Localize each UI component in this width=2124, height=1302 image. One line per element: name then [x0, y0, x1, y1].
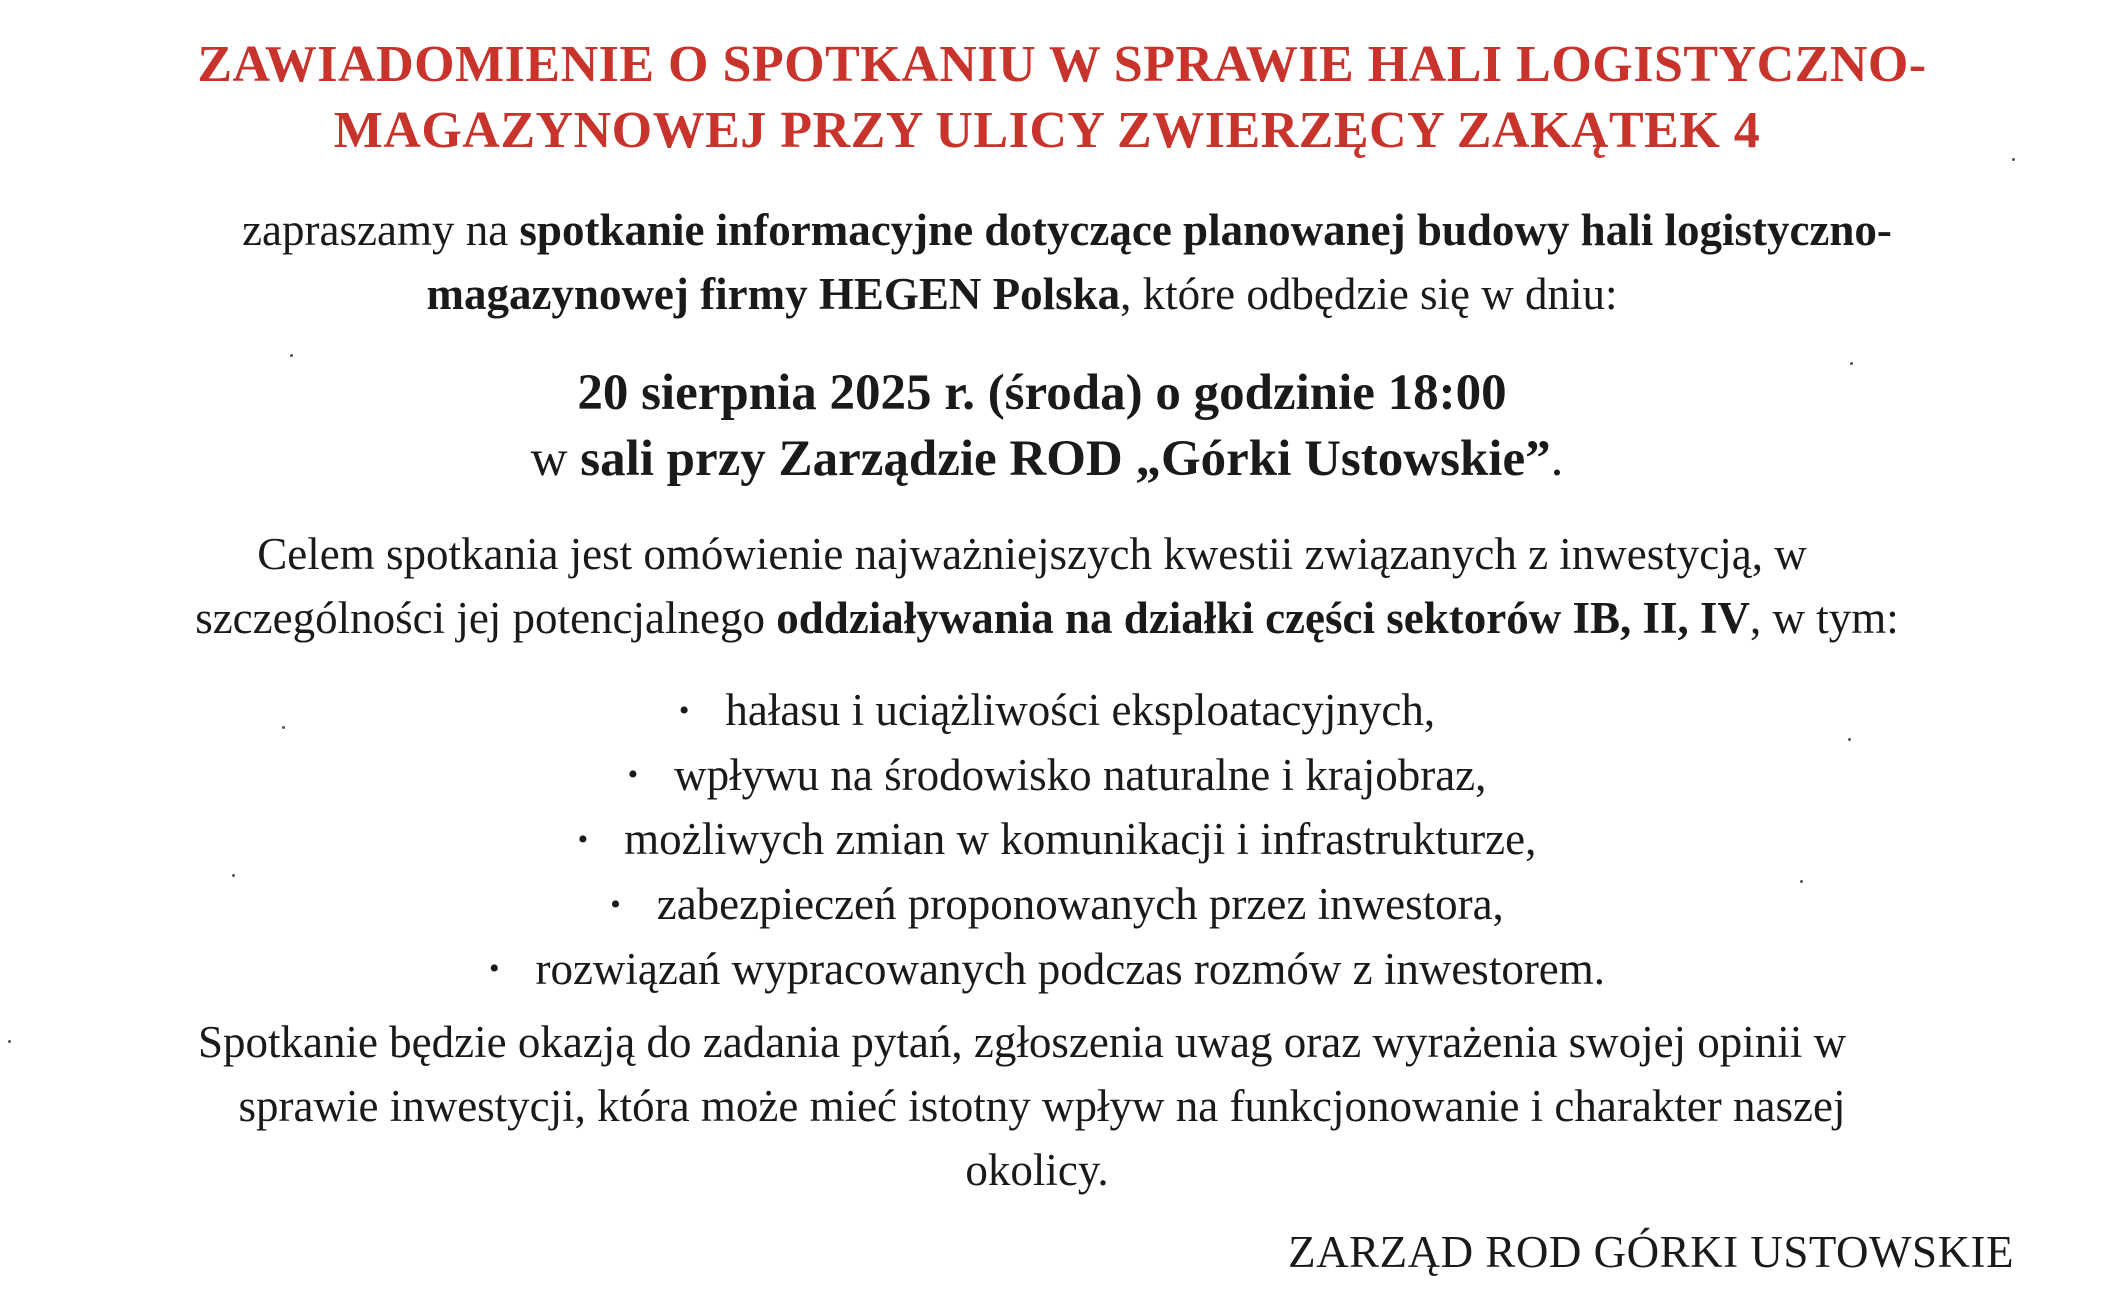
scan-speck [2012, 158, 2015, 161]
list-item-text: możliwych zmian w komunikacji i infrastrukturze, [624, 814, 1537, 865]
invitation-paragraph [0, 198, 2124, 326]
event-date: 20 sierpnia 2025 r. (środa) o godzinie 18:00 [577, 365, 1507, 421]
scan-speck [1848, 738, 1851, 741]
list-item [0, 680, 2124, 745]
scan-speck [8, 1040, 11, 1043]
list-item [0, 874, 2124, 939]
goal-line-2-start: szczególności jej potencjalnego [195, 593, 777, 643]
event-place-prefix: w [530, 431, 581, 487]
goal-line-2-end: , w tym: [1750, 593, 1899, 643]
scan-speck [290, 354, 293, 357]
invite-text-start: zapraszamy na [242, 205, 520, 255]
invite-text-end: , które odbędzie się w dniu: [1120, 269, 1618, 319]
invite-meeting-type: spotkanie informacyjne dotyczące planowanej budowy hali logistyczno- [519, 205, 1892, 255]
goal-impact-sectors: oddziaływania na działki części sektorów IB, II, IV [776, 593, 1751, 643]
goal-line-1: Celem spotkania jest omówienie najważniejszych kwestii związanych z inwestycją, w [257, 529, 1807, 579]
topics-list [0, 680, 2124, 1003]
list-item [0, 939, 2124, 1004]
list-item [0, 809, 2124, 874]
closing-line-3: okolicy. [965, 1145, 1109, 1195]
list-item-text: rozwiązań wypracowanych podczas rozmów z inwestorem. [535, 943, 1606, 994]
title-line-2: MAGAZYNOWEJ PRZY ULICY ZWIERZĘCY ZAKĄTEK 4 [333, 102, 1761, 159]
closing-line-2: sprawie inwestycji, która może mieć istotny wpływ na funkcjonowanie i charakter naszej [238, 1081, 1846, 1131]
bullet-icon: • [577, 823, 589, 857]
list-item-text: wpływu na środowisko naturalne i krajobraz, [674, 749, 1487, 800]
list-item-text: hałasu i uciążliwości eksploatacyjnych, [725, 685, 1436, 735]
bullet-icon: • [488, 952, 500, 986]
closing-line-1: Spotkanie będzie okazją do zadania pytań, zgłoszenia uwag oraz wyrażenia swojej opinii w [197, 1017, 1847, 1067]
notice-title [0, 32, 2124, 164]
bullet-icon: • [610, 887, 621, 921]
event-details [0, 360, 2124, 492]
scan-speck [1850, 362, 1853, 365]
scan-speck [232, 874, 235, 877]
scan-speck [1800, 880, 1803, 883]
closing-paragraph [0, 1010, 2124, 1202]
event-place-suffix: . [1550, 431, 1564, 487]
bullet-icon: • [627, 758, 639, 792]
invite-company: magazynowej firmy HEGEN Polska [426, 269, 1121, 319]
event-place: sali przy Zarządzie ROD „Górki Ustowskie” [580, 431, 1551, 487]
goal-paragraph [0, 522, 2124, 650]
scan-speck [282, 726, 285, 729]
signature: ZARZĄD ROD GÓRKI USTOWSKIE [1288, 1227, 2014, 1277]
list-item-text: zabezpieczeń proponowanych przez inwestora, [656, 879, 1504, 930]
title-line-1: ZAWIADOMIENIE O SPOTKANIU W SPRAWIE HALI LOGISTYCZNO- [197, 36, 1927, 93]
list-item [0, 745, 2124, 810]
bullet-icon: • [678, 693, 690, 727]
